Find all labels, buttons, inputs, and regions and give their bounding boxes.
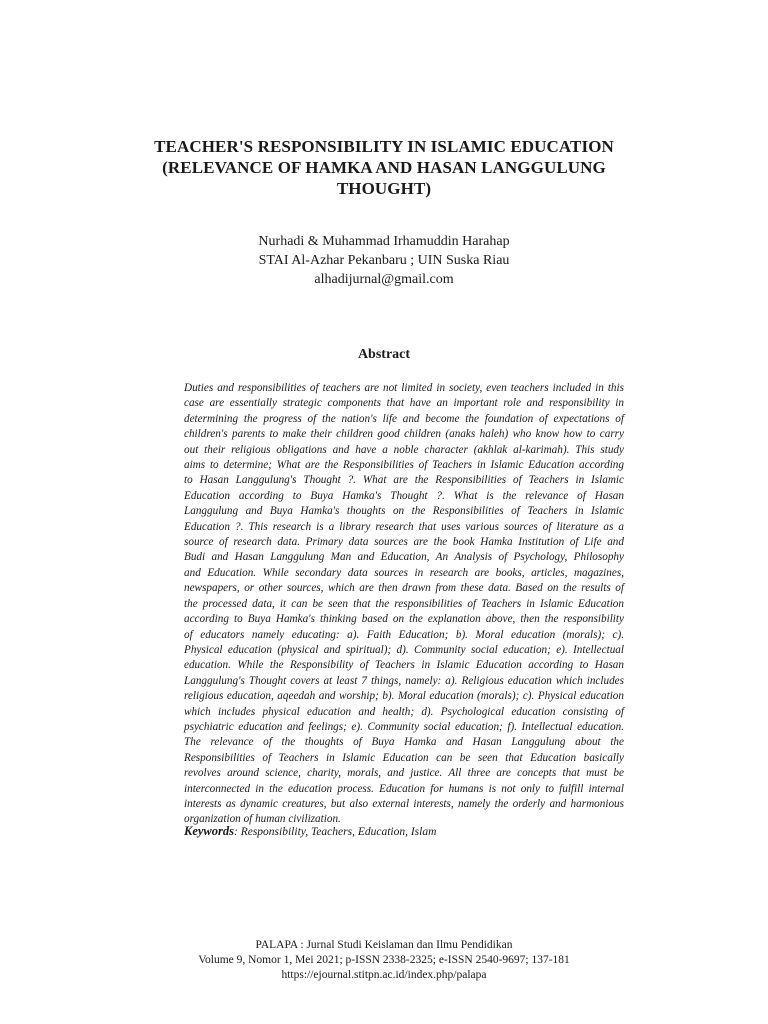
author-email: alhadijurnal@gmail.com xyxy=(314,272,454,287)
abstract-line: revolves around science, charity, morals, and justice. All three are concepts that must be xyxy=(184,767,624,780)
paper-title xyxy=(120,136,648,199)
abstract-line: psychiatric education and feelings; e). Community social education; f). Intellectual education. xyxy=(184,720,624,733)
abstract-line: organization of human civilization. xyxy=(184,813,341,826)
abstract-line: religious education, aqeedah and worship; b). Moral education (morals); c). Physical education xyxy=(184,690,624,703)
author-block xyxy=(120,232,648,289)
footer-url: https://ejournal.stitpn.ac.id/index.php/palapa xyxy=(281,969,487,981)
title-line-3: THOUGHT) xyxy=(336,179,432,198)
abstract-line: interconnected in the education process. Education for humans is not only to fulfill internal xyxy=(184,782,624,795)
abstract-line: the processed data, it can be seen that the responsibilities of Teachers in Islamic Education xyxy=(184,597,624,610)
abstract-line: interests as dynamic creatures, but also external interests, namely the orderly and harmonious xyxy=(184,797,624,810)
title-line-1: TEACHER'S RESPONSIBILITY IN ISLAMIC EDUCATION xyxy=(154,137,614,156)
abstract-line: of educators namely educating: a). Faith Education; b). Moral education (morals); c). xyxy=(184,628,624,641)
abstract-line: Responsibilities of Teachers in Islamic Education can be seen that Education basically xyxy=(184,751,624,764)
abstract-line: case are essentially strategic components that have an important role and responsibility in xyxy=(184,397,624,410)
abstract-line: newspapers, or other sources, which are then drawn from these data. Based on the results of xyxy=(184,582,624,595)
abstract-line: Duties and responsibilities of teachers are not limited in society, even teachers included in this xyxy=(184,382,624,394)
abstract-line: determining the progress of the nation's life and become the foundation of expectations of xyxy=(184,412,624,425)
abstract-line: source of research data. Primary data sources are the book Hamka Institution of Life and xyxy=(184,536,624,549)
abstract-line: Budi and Hasan Langgulung Man and Education, An Analysis of Psychology, Philosophy xyxy=(184,551,624,564)
keywords-label: Keywords xyxy=(184,824,234,838)
abstract-line: children's parents to make their children good children (anaks haleh) who know how to carry xyxy=(184,428,624,441)
abstract-body xyxy=(184,381,624,828)
author-names: Nurhadi & Muhammad Irhamuddin Harahap xyxy=(258,234,510,249)
abstract-line: which includes physical education and health; d). Psychological education consisting of xyxy=(184,705,624,718)
abstract-line: education. While the Responsibility of Teachers in Islamic Education according to Hasan xyxy=(184,659,624,672)
keywords-text: : Responsibility, Teachers, Education, Islam xyxy=(234,826,437,838)
abstract-line: The relevance of the thoughts of Buya Hamka and Hasan Langgulung about the xyxy=(184,736,624,749)
footer-journal-name: PALAPA : Jurnal Studi Keislaman dan Ilmu Pendidikan xyxy=(255,939,513,951)
abstract-line: Physical education (physical and spiritual); d). Community social education; e). Intellectual xyxy=(184,643,624,656)
abstract-line: Langgulung's Thought covers at least 7 things, namely: a). Religious education which includes xyxy=(184,674,624,687)
abstract-line: according to Buya Hamka's thinking based on the explanation above, then the responsibility xyxy=(184,613,624,626)
footer-volume-info: Volume 9, Nomor 1, Mei 2021; p-ISSN 2338-2325; e-ISSN 2540-9697; 137-181 xyxy=(198,954,570,966)
keywords xyxy=(184,824,624,839)
title-line-2: (RELEVANCE OF HAMKA AND HASAN LANGGULUNG xyxy=(162,158,606,177)
journal-footer xyxy=(120,938,648,983)
author-affiliation: STAI Al-Azhar Pekanbaru ; UIN Suska Riau xyxy=(258,253,510,268)
abstract-line: out their religious obligations and have a noble character (akhlak al-karimah). This study xyxy=(184,443,624,456)
abstract-line: and Education. While secondary data sources in research are books, articles, magazines, xyxy=(184,566,624,579)
abstract-line: to Hasan Langgulung's Thought ?. What are the Responsibilities of Teachers in Islamic xyxy=(184,474,624,487)
abstract-heading: Abstract xyxy=(357,347,411,362)
abstract-line: Langgulung and Buya Hamka's thoughts on the Responsibilities of Teachers in Islamic xyxy=(184,505,624,518)
abstract-line: aims to determine; What are the Responsibilities of Teachers in Islamic Education according xyxy=(184,459,624,472)
abstract-line: Education ?. This research is a library research that uses various sources of literature as a xyxy=(184,520,624,533)
abstract-line: Education according to Buya Hamka's Thought ?. What is the relevance of Hasan xyxy=(184,489,624,502)
